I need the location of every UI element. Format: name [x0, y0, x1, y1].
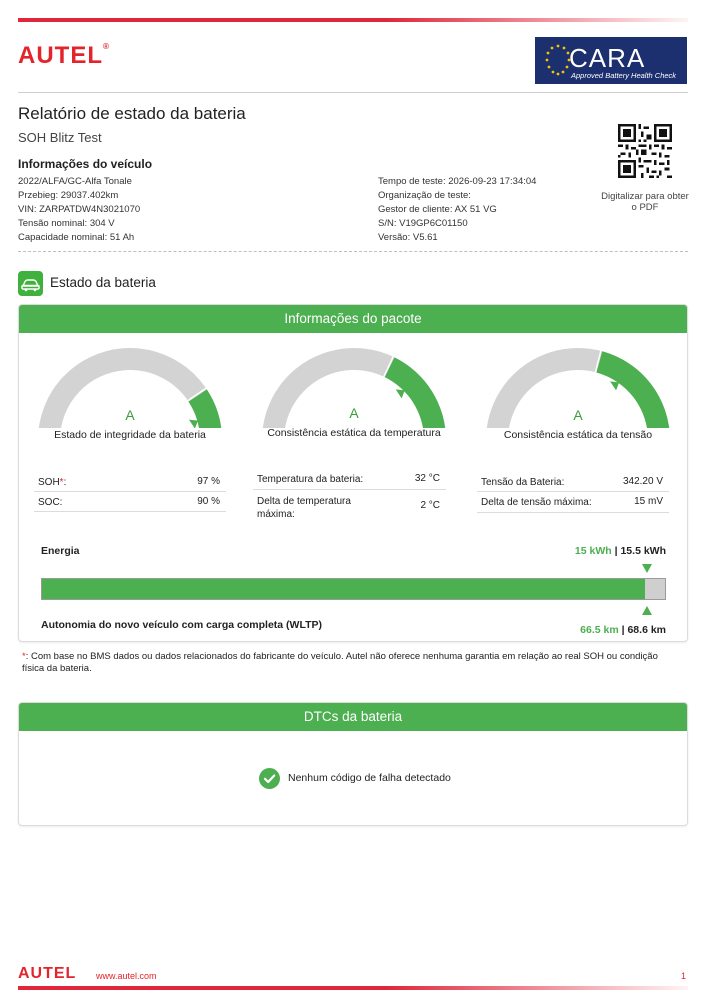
max-voltage-delta-key: Delta de tensão máxima:: [481, 497, 592, 508]
voltage-grade: A: [573, 407, 583, 423]
cara-title: CARA: [569, 43, 646, 73]
test-organization: Organização de teste:: [378, 190, 471, 201]
max-temp-delta-value: 2 °C: [420, 500, 440, 511]
battery-status-title: Estado da bateria: [50, 275, 156, 290]
soh-key: SOH*:: [38, 477, 67, 488]
table-row: [34, 472, 226, 492]
battery-temperature-key: Temperatura da bateria:: [257, 474, 364, 485]
footer-website-link[interactable]: www.autel.com: [96, 971, 157, 981]
energy-label: Energia: [41, 545, 80, 557]
page-title: Relatório de estado da bateria: [18, 104, 246, 123]
energy-bar: [41, 578, 666, 600]
cara-tagline: Approved Battery Health Check: [571, 71, 677, 80]
autel-logo: AUTEL®: [18, 42, 110, 69]
footer-autel-logo: AUTEL: [18, 965, 77, 982]
soc-value: 90 %: [197, 496, 220, 507]
bottom-accent-bar: [18, 986, 688, 990]
gauge-pointer: [396, 389, 405, 398]
dtc-card: [18, 702, 688, 826]
energy-marker-icon: [642, 564, 652, 573]
gauge-score-band: [385, 357, 446, 428]
top-accent-bar: [18, 18, 688, 22]
header-divider: [18, 92, 688, 93]
vehicle-info-right: [378, 175, 536, 245]
pack-info-header: Informações do pacote: [19, 305, 687, 333]
table-row: [253, 490, 446, 522]
qr-code-icon[interactable]: [618, 124, 672, 178]
max-voltage-delta-value: 15 mV: [634, 496, 663, 507]
gauge-pointer: [189, 420, 198, 428]
gauge-score-band: [596, 351, 670, 428]
gauge-pointer: [610, 381, 619, 390]
battery-temperature-value: 32 °C: [414, 473, 440, 484]
battery-voltage-key: Tensão da Bateria:: [481, 477, 565, 488]
voltage-gauge-label: Consistência estática da tensão: [503, 429, 653, 441]
serial-number: S/N: V19GP6C01150: [378, 218, 468, 229]
temperature-grade: A: [349, 405, 359, 421]
soh-gauge-label: Estado de integridade da bateria: [54, 429, 206, 441]
software-version: Versão: V5.61: [378, 232, 438, 243]
nominal-capacity: Capacidade nominal: 51 Ah: [18, 232, 135, 243]
vehicle-mileage: Przebieg: 29037.402km: [18, 190, 119, 201]
vehicle-info-heading: Informações do veículo: [18, 157, 153, 171]
soc-key: SOC:: [38, 497, 63, 508]
client-manager: Gestor de cliente: AX 51 VG: [378, 204, 497, 215]
page-number: 1: [681, 971, 687, 981]
max-temp-delta-key: Delta de temperatura máxima:: [257, 496, 351, 520]
range-marker-icon: [642, 606, 652, 615]
dtc-header: DTCs da bateria: [19, 703, 687, 731]
table-row: [253, 468, 446, 490]
table-row: [477, 472, 669, 492]
range-label: Autonomia do novo veículo com carga completa (WLTP): [41, 619, 322, 631]
no-fault-message: Nenhum código de falha detectado: [288, 772, 451, 784]
energy-bar-fill: [42, 579, 645, 599]
qr-caption: Digitalizar para obter o PDF: [601, 191, 689, 213]
temperature-table: [253, 468, 446, 522]
section-divider: [18, 251, 688, 252]
soh-grade: A: [125, 407, 135, 423]
check-circle-icon: [259, 768, 280, 789]
test-time: Tempo de teste: 2026-09-23 17:34:04: [378, 176, 537, 187]
cara-badge: [535, 37, 687, 84]
vehicle-vin: VIN: ZARPATDW4N3021070: [18, 204, 141, 215]
footnote: *: Com base no BMS dados ou dados relacionados do fabricante do veículo. Autel não oferece nenhuma garantia em relação ao real SOH ou condição física da bateria.: [22, 651, 658, 674]
vehicle-info-left: [18, 175, 140, 245]
energy-readout: 15 kWh | 15.5 kWh: [574, 545, 666, 557]
battery-voltage-value: 342.20 V: [622, 476, 663, 487]
table-row: [34, 492, 226, 512]
voltage-table: [477, 472, 669, 513]
page-subtitle: SOH Blitz Test: [18, 130, 102, 145]
soh-table: [34, 472, 226, 512]
temperature-gauge-label: Consistência estática da temperatura: [267, 427, 441, 439]
range-readout: 66.5 km | 68.6 km: [580, 624, 666, 636]
car-battery-icon: [18, 271, 43, 296]
nominal-voltage: Tensão nominal: 304 V: [18, 218, 115, 229]
vehicle-model: 2022/ALFA/GC-Alfa Tonale: [18, 176, 132, 187]
soh-value: 97 %: [197, 476, 220, 487]
table-row: [477, 492, 669, 513]
